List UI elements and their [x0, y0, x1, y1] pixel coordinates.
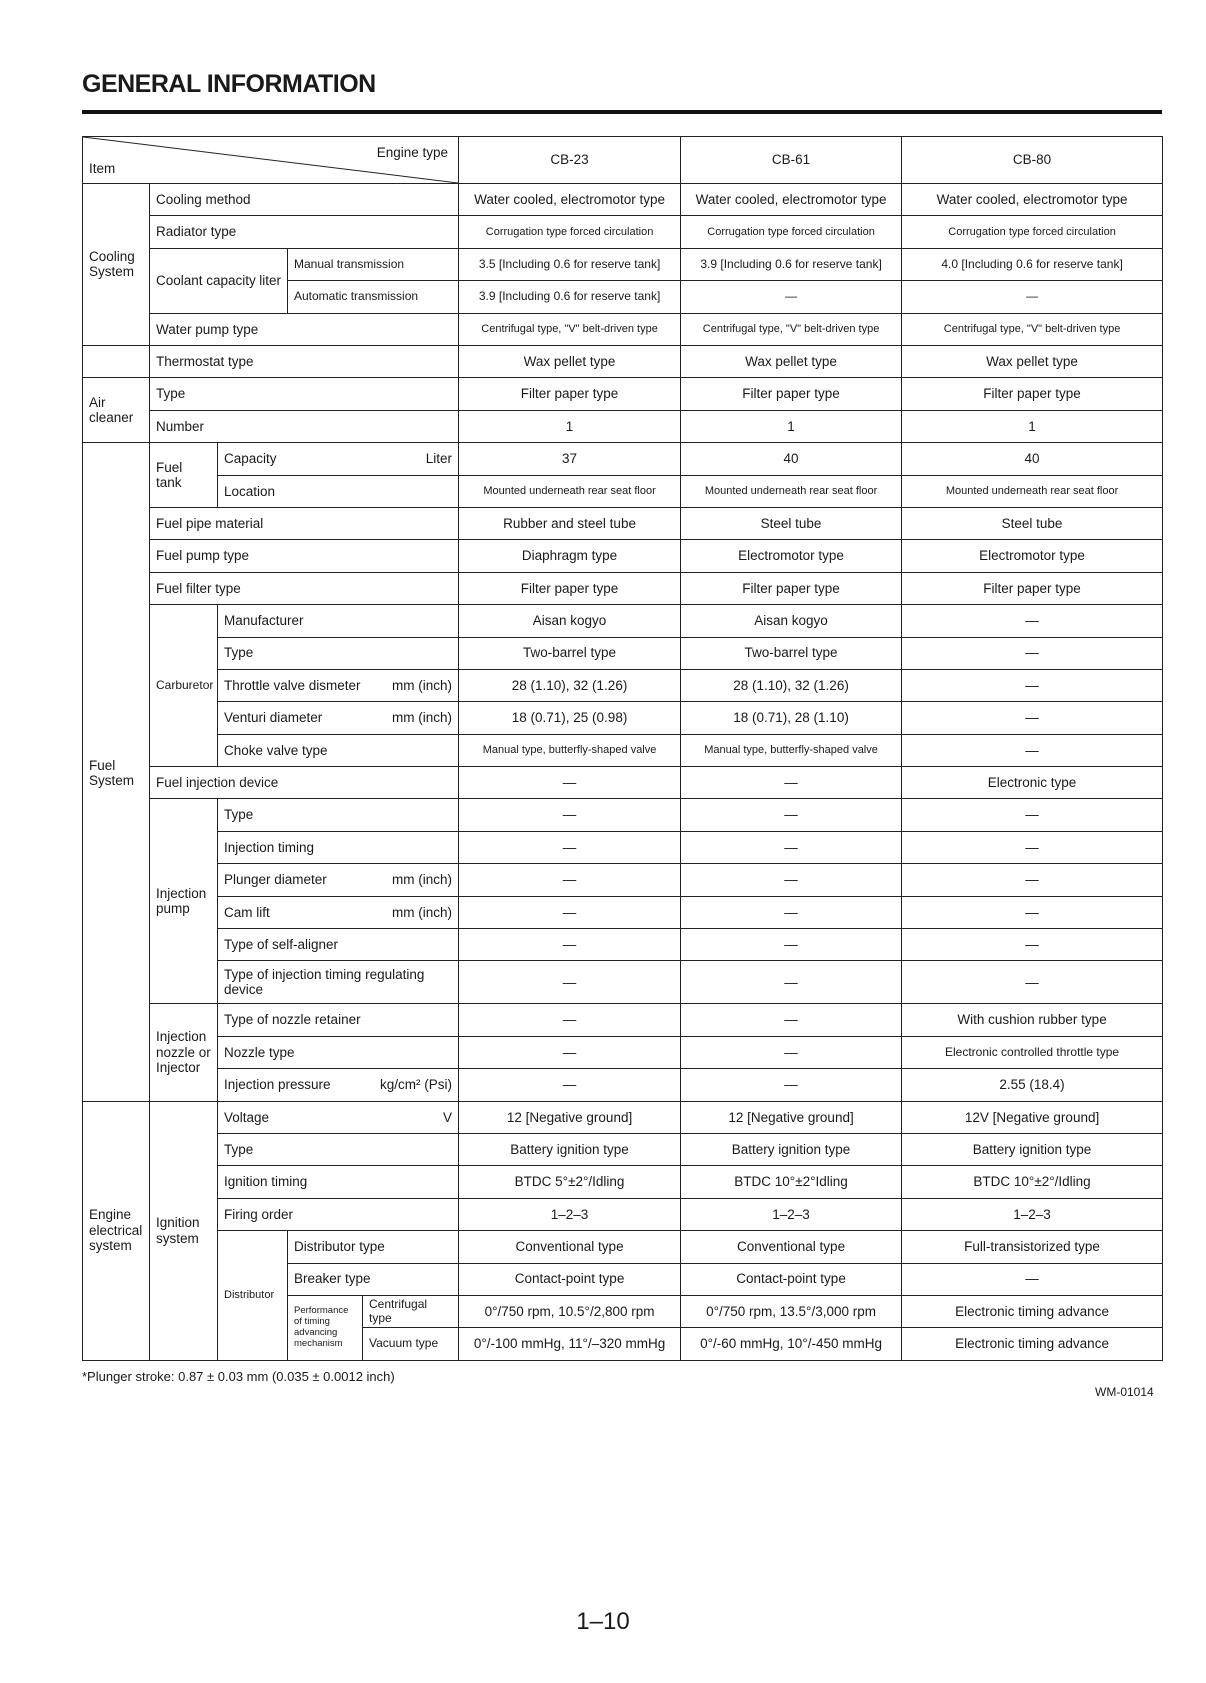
cell: Diaphragm type — [459, 540, 681, 572]
row-label: Plunger diameter — [224, 872, 327, 888]
subgroup-ignition-system: Ignition system — [150, 1101, 218, 1360]
cell: — — [902, 669, 1163, 701]
row-label-venturi — [218, 702, 459, 734]
cell: — — [459, 896, 681, 928]
cell: — — [681, 281, 902, 313]
cell: — — [902, 864, 1163, 896]
cell: 0°/-100 mmHg, 11°/–320 mmHg — [459, 1328, 681, 1360]
table-row — [83, 313, 1163, 345]
table-row — [83, 184, 1163, 216]
cell: — — [902, 281, 1163, 313]
cell: — — [902, 929, 1163, 961]
cell: 1–2–3 — [902, 1198, 1163, 1230]
cell: Mounted underneath rear seat floor — [902, 475, 1163, 507]
unit-mm-inch: mm (inch) — [392, 904, 453, 920]
row-label-plunger — [218, 864, 459, 896]
cell: 2.55 (18.4) — [902, 1069, 1163, 1101]
cell: 0°/750 rpm, 13.5°/3,000 rpm — [681, 1295, 902, 1327]
row-label: Centrifugal type — [363, 1295, 459, 1327]
cell: 3.5 [Including 0.6 for reserve tank] — [459, 248, 681, 280]
subgroup-injection-pump: Injection pump — [150, 799, 218, 1004]
cell: — — [681, 896, 902, 928]
cell: Centrifugal type, "V" belt-driven type — [459, 313, 681, 345]
row-label: Injection pressure — [224, 1077, 331, 1093]
table-row — [83, 507, 1163, 539]
row-label: Manual transmission — [288, 248, 459, 280]
cell: 0°/750 rpm, 10.5°/2,800 rpm — [459, 1295, 681, 1327]
cell: Mounted underneath rear seat floor — [459, 475, 681, 507]
row-label: Firing order — [218, 1198, 459, 1230]
cell: — — [681, 1069, 902, 1101]
cell: 18 (0.71), 25 (0.98) — [459, 702, 681, 734]
cell: — — [902, 734, 1163, 766]
row-label: Fuel injection device — [150, 767, 459, 799]
cell: 12 [Negative ground] — [459, 1101, 681, 1133]
cell: — — [459, 831, 681, 863]
cell: Corrugation type forced circulation — [902, 216, 1163, 248]
cell: BTDC 10°±2°/Idling — [902, 1166, 1163, 1198]
model-cb80: CB-80 — [902, 137, 1163, 184]
row-label-coolant — [150, 248, 288, 313]
row-label: Distributor type — [288, 1231, 459, 1263]
cell: Steel tube — [902, 507, 1163, 539]
cell: Filter paper type — [459, 378, 681, 410]
group-air-cleaner: Air cleaner — [83, 378, 150, 443]
table-row — [83, 702, 1163, 734]
cell: Contact-point type — [459, 1263, 681, 1295]
cell: Corrugation type forced circulation — [459, 216, 681, 248]
table-row — [83, 1004, 1163, 1036]
table-row — [83, 410, 1163, 442]
cell: — — [459, 1069, 681, 1101]
cell: 40 — [681, 443, 902, 475]
cell: — — [459, 961, 681, 1004]
cell: Battery ignition type — [459, 1133, 681, 1165]
table-row — [83, 799, 1163, 831]
row-label: Voltage — [224, 1109, 270, 1125]
cell: — — [681, 1036, 902, 1068]
cell: — — [902, 605, 1163, 637]
cell: 40 — [902, 443, 1163, 475]
group-cooling-continued — [83, 346, 150, 378]
cell: Battery ignition type — [902, 1133, 1163, 1165]
table-row — [83, 767, 1163, 799]
cell: 18 (0.71), 28 (1.10) — [681, 702, 902, 734]
cell: Aisan kogyo — [681, 605, 902, 637]
cell: Conventional type — [681, 1231, 902, 1263]
cell: Conventional type — [459, 1231, 681, 1263]
cell: 28 (1.10), 32 (1.26) — [459, 669, 681, 701]
row-label: Breaker type — [288, 1263, 459, 1295]
cell: 37 — [459, 443, 681, 475]
cell: 28 (1.10), 32 (1.26) — [681, 669, 902, 701]
cell: Electronic timing advance — [902, 1295, 1163, 1327]
cell: — — [459, 767, 681, 799]
row-label: Type of nozzle retainer — [218, 1004, 459, 1036]
table-row — [83, 961, 1163, 1004]
cell: Wax pellet type — [681, 346, 902, 378]
cell: — — [681, 831, 902, 863]
cell: Two-barrel type — [459, 637, 681, 669]
cell: Steel tube — [681, 507, 902, 539]
cell: — — [459, 864, 681, 896]
table-row — [83, 1231, 1163, 1263]
cell: — — [681, 864, 902, 896]
row-label: Venturi diameter — [224, 710, 323, 726]
unit-liter: liter — [259, 272, 281, 288]
cell: — — [681, 961, 902, 1004]
cell: Centrifugal type, "V" belt-driven type — [902, 313, 1163, 345]
header-row — [83, 137, 1163, 184]
engine-type-label: Engine type — [376, 145, 449, 160]
table-row — [83, 346, 1163, 378]
cell: — — [459, 929, 681, 961]
table-row — [83, 929, 1163, 961]
cell: Electromotor type — [902, 540, 1163, 572]
cell: Electronic timing advance — [902, 1328, 1163, 1360]
row-label: Type of self-aligner — [218, 929, 459, 961]
table-row — [83, 605, 1163, 637]
table-row — [83, 1198, 1163, 1230]
row-label: Type — [218, 799, 459, 831]
cell: — — [681, 929, 902, 961]
row-label: Type — [218, 1133, 459, 1165]
row-label-pressure — [218, 1069, 459, 1101]
cell: Electronic controlled throttle type — [902, 1036, 1163, 1068]
table-row — [83, 637, 1163, 669]
table-row — [83, 475, 1163, 507]
row-label: Fuel pipe material — [150, 507, 459, 539]
table-row — [83, 216, 1163, 248]
cell: — — [902, 637, 1163, 669]
table-row — [83, 1069, 1163, 1101]
cell: 1 — [902, 410, 1163, 442]
cell: 0°/-60 mmHg, 10°/-450 mmHg — [681, 1328, 902, 1360]
document-code: WM-01014 — [1095, 1385, 1154, 1399]
row-label: Nozzle type — [218, 1036, 459, 1068]
cell: Aisan kogyo — [459, 605, 681, 637]
page-number: 1–10 — [576, 1608, 630, 1635]
row-label: Vacuum type — [363, 1328, 459, 1360]
cell: Wax pellet type — [902, 346, 1163, 378]
cell: Wax pellet type — [459, 346, 681, 378]
cell: 1–2–3 — [459, 1198, 681, 1230]
cell: Filter paper type — [681, 572, 902, 604]
cell: — — [459, 1004, 681, 1036]
cell: 3.9 [Including 0.6 for reserve tank] — [681, 248, 902, 280]
row-label: Throttle valve dismeter — [224, 677, 361, 693]
row-label: Radiator type — [150, 216, 459, 248]
title-rule — [82, 110, 1162, 114]
table-row — [83, 540, 1163, 572]
table-row — [83, 896, 1163, 928]
cell: Filter paper type — [902, 378, 1163, 410]
cell: Two-barrel type — [681, 637, 902, 669]
table-row — [83, 572, 1163, 604]
coolant-capacity-label: Coolant capacity — [156, 272, 256, 288]
unit-volt: V — [443, 1109, 453, 1125]
cell: Corrugation type forced circulation — [681, 216, 902, 248]
cell: BTDC 10°±2°Idling — [681, 1166, 902, 1198]
cell: Filter paper type — [459, 572, 681, 604]
row-label-voltage — [218, 1101, 459, 1133]
cell: Centrifugal type, "V" belt-driven type — [681, 313, 902, 345]
cell: — — [681, 767, 902, 799]
row-label: Location — [218, 475, 459, 507]
cell: Electromotor type — [681, 540, 902, 572]
cell: Water cooled, electromotor type — [902, 184, 1163, 216]
row-label: Thermostat type — [150, 346, 459, 378]
table-row — [83, 669, 1163, 701]
table-row — [83, 864, 1163, 896]
unit-liter: Liter — [425, 451, 453, 467]
row-label: Capacity — [224, 451, 277, 467]
unit-kg-psi: kg/cm² (Psi) — [380, 1077, 453, 1093]
row-label: Automatic transmission — [288, 281, 459, 313]
row-label: Fuel filter type — [150, 572, 459, 604]
footnote: *Plunger stroke: 0.87 ± 0.03 mm (0.035 ± 0.0012 inch) — [82, 1369, 395, 1384]
table-row — [83, 1133, 1163, 1165]
subgroup-carburetor: Carburetor — [150, 605, 218, 767]
cell: 3.9 [Including 0.6 for reserve tank] — [459, 281, 681, 313]
cell: — — [459, 799, 681, 831]
row-label-cam — [218, 896, 459, 928]
cell: 1 — [681, 410, 902, 442]
unit-mm-inch: mm (inch) — [392, 710, 453, 726]
cell: 12 [Negative ground] — [681, 1101, 902, 1133]
row-label: Type — [150, 378, 459, 410]
cell: — — [459, 1036, 681, 1068]
table-row — [83, 1036, 1163, 1068]
cell: Manual type, butterfly-shaped valve — [459, 734, 681, 766]
table-row — [83, 734, 1163, 766]
cell: Manual type, butterfly-shaped valve — [681, 734, 902, 766]
cell: Filter paper type — [681, 378, 902, 410]
row-label: Cooling method — [150, 184, 459, 216]
table-row — [83, 831, 1163, 863]
row-label: Ignition timing — [218, 1166, 459, 1198]
table-row — [83, 443, 1163, 475]
row-label: Manufacturer — [218, 605, 459, 637]
cell: — — [902, 1263, 1163, 1295]
model-cb23: CB-23 — [459, 137, 681, 184]
cell: BTDC 5°±2°/Idling — [459, 1166, 681, 1198]
row-label: Fuel pump type — [150, 540, 459, 572]
table-row — [83, 378, 1163, 410]
cell: — — [902, 702, 1163, 734]
cell: — — [902, 961, 1163, 1004]
cell: Battery ignition type — [681, 1133, 902, 1165]
cell: — — [681, 1004, 902, 1036]
cell: Mounted underneath rear seat floor — [681, 475, 902, 507]
page-title: GENERAL INFORMATION — [82, 70, 376, 98]
group-cooling: Cooling System — [83, 184, 150, 346]
row-label: Choke valve type — [218, 734, 459, 766]
cell: Water cooled, electromotor type — [459, 184, 681, 216]
header-diagonal-cell — [83, 137, 459, 184]
cell: — — [681, 799, 902, 831]
cell: Full-transistorized type — [902, 1231, 1163, 1263]
spec-table — [82, 136, 1163, 346]
cell: 4.0 [Including 0.6 for reserve tank] — [902, 248, 1163, 280]
subgroup-timing-advance: Performance of timing advancing mechanism — [288, 1295, 363, 1360]
cell: — — [902, 799, 1163, 831]
cell: Water cooled, electromotor type — [681, 184, 902, 216]
cell: — — [902, 831, 1163, 863]
cell: With cushion rubber type — [902, 1004, 1163, 1036]
cell: 12V [Negative ground] — [902, 1101, 1163, 1133]
item-label: Item — [89, 161, 116, 177]
table-row — [83, 1101, 1163, 1133]
table-row — [83, 1166, 1163, 1198]
model-cb61: CB-61 — [681, 137, 902, 184]
spec-table-continued — [82, 345, 1163, 1361]
subgroup-injection-nozzle: Injection nozzle or Injector — [150, 1004, 218, 1101]
row-label: Injection timing — [218, 831, 459, 863]
group-electrical: Engine electrical system — [83, 1101, 150, 1360]
unit-mm-inch: mm (inch) — [392, 872, 453, 888]
cell: Contact-point type — [681, 1263, 902, 1295]
cell: Rubber and steel tube — [459, 507, 681, 539]
unit-mm-inch: mm (inch) — [392, 677, 453, 693]
row-label-throttle — [218, 669, 459, 701]
row-label: Cam lift — [224, 904, 270, 920]
cell: — — [902, 896, 1163, 928]
cell: 1–2–3 — [681, 1198, 902, 1230]
group-fuel: Fuel System — [83, 443, 150, 1101]
cell: Electronic type — [902, 767, 1163, 799]
row-label: Number — [150, 410, 459, 442]
row-label-capacity — [218, 443, 459, 475]
subgroup-distributor: Distributor — [218, 1231, 288, 1361]
row-label: Water pump type — [150, 313, 459, 345]
cell: 1 — [459, 410, 681, 442]
cell: Filter paper type — [902, 572, 1163, 604]
row-label: Type of injection timing regulating device — [218, 961, 459, 1004]
row-label: Type — [218, 637, 459, 669]
subgroup-fuel-tank: Fuel tank — [150, 443, 218, 508]
